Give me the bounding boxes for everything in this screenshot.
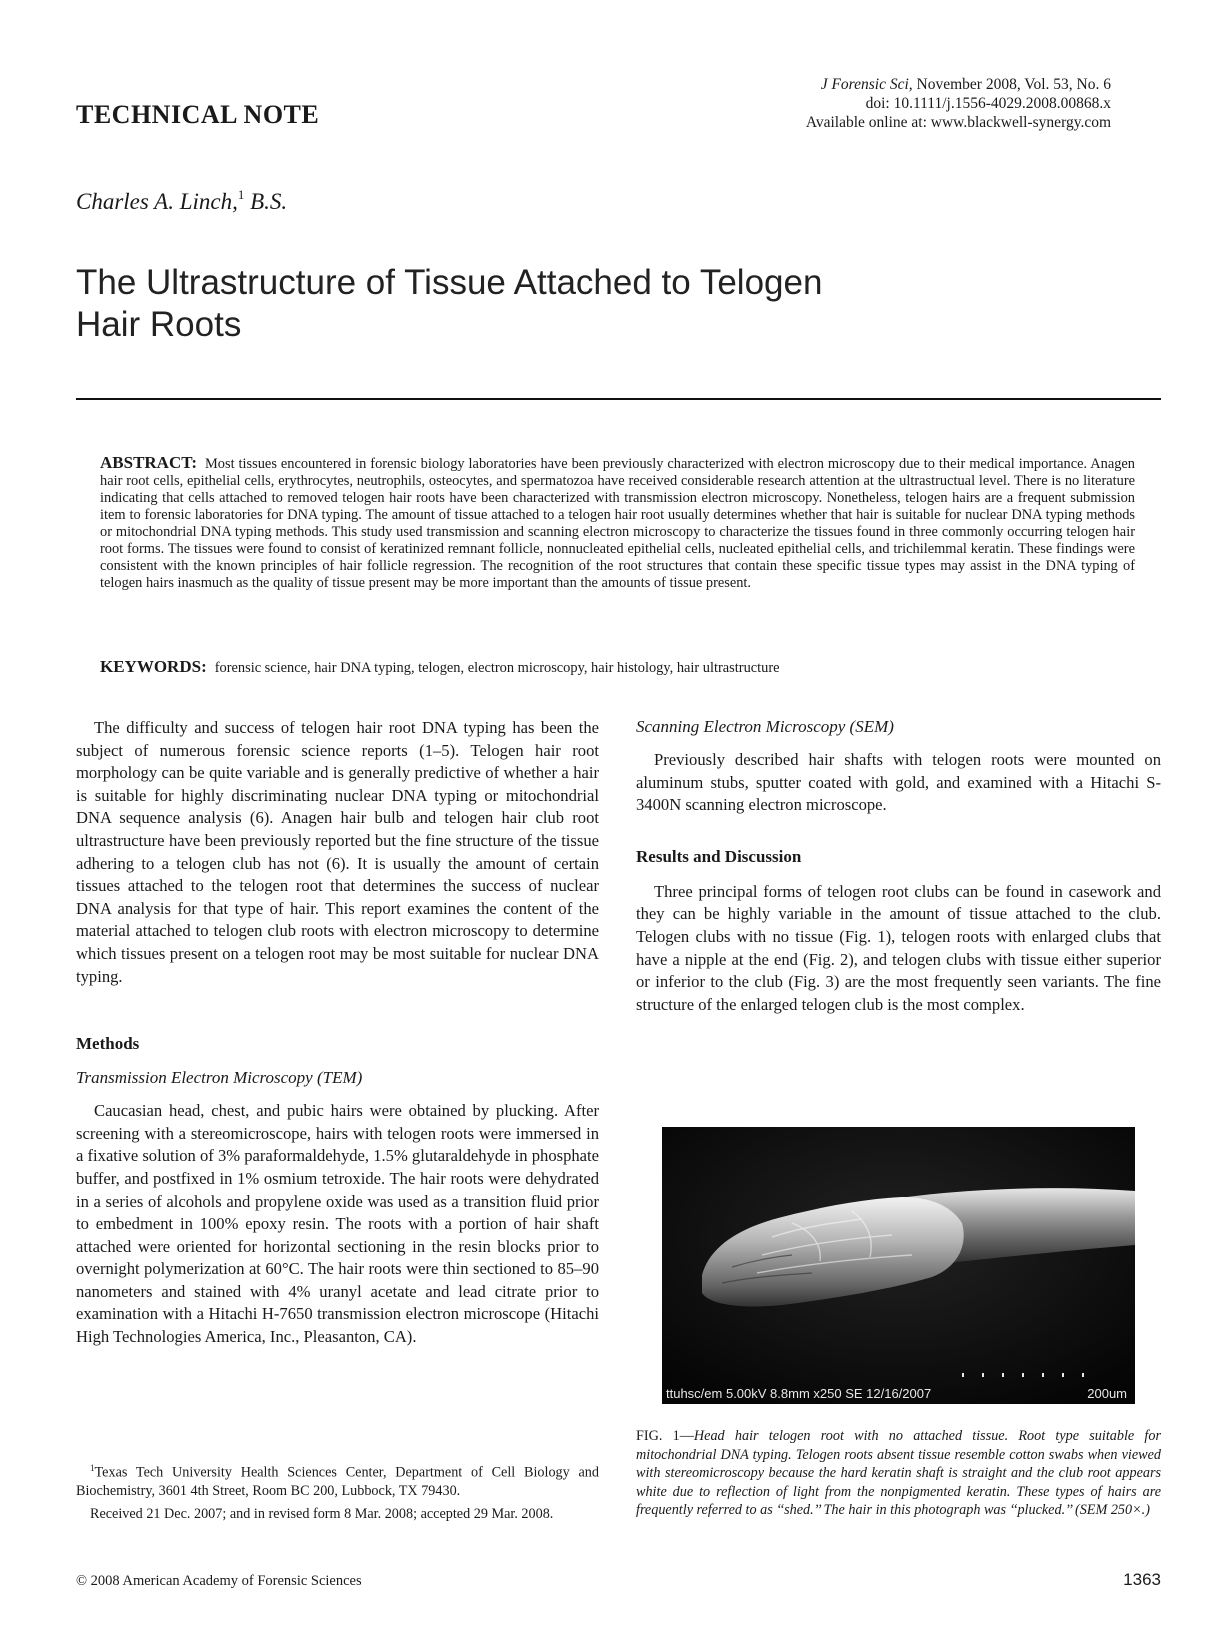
- methods-heading: Methods: [76, 1034, 140, 1054]
- affiliation-footnote: [76, 1459, 599, 1501]
- keywords-label: KEYWORDS:: [100, 657, 207, 676]
- received-dates: Received 21 Dec. 2007; and in revised form 8 Mar. 2008; accepted 29 Mar. 2008.: [90, 1505, 554, 1522]
- section-label: TECHNICAL NOTE: [76, 100, 320, 129]
- intro-paragraph: The difficulty and success of telogen hair root DNA typing has been the subject of numerous forensic science reports (1–5). Telogen hair root morphology can be quite variable and is generally predictive of whether a hair is suitable for highly discriminating nuclear DNA typing or mitochondrial DNA sequence analysis (6). Anagen hair bulb and telogen hair club root ultrastructure have been previously reported but the fine structure of the tissue adhering to a telogen club has not (6). It is usually the amount of certain tissues attached to the telogen root that determines the success of nuclear DNA analysis for that type of hair. This report examines the content of the material attached to telogen club roots with electron microscopy to determine which tissues present on a telogen root may be most suitable for nuclear DNA typing.: [76, 718, 599, 986]
- abstract-text: Most tissues encountered in forensic biology laboratories have been previously characterized with electron microscopy due to their medical importance. Anagen hair root cells, epithelial cells, erythrocytes, neutrophils, osteocytes, and spermatozoa have received considerable research attention at the ultrastructual level. There is no literature indicating that cells attached to removed telogen hair roots have been characterized with transmission electron microscopy. Nonetheless, telogen hairs are a frequent submission item to forensic laboratories for DNA typing. The amount of tissue attached to a telogen hair root usually determines whether that hair is suitable for nuclear DNA typing methods or mitochondrial DNA typing methods. This study used transmission and scanning electron microscopy to characterize the tissues found in three commonly occurring telogen hair root forms. The tissues were found to consist of keratinized remnant follicle, nonnucleated epithelial cells, nucleated epithelial cells, and trichilemmal keratin. These findings were consistent with the known principles of hair follicle regression. The recognition of the root structures that contain these specific tissue types may assist in the DNA typing of telogen hairs inasmuch as the quality of tissue present may be more important than the amounts of tissue present.: [100, 456, 1135, 591]
- caption-text: Head hair telogen root with no attached tissue. Root type suitable for mitochondrial DNA typing. Telogen roots absent tissue resemble cotton swabs when viewed with stereomicroscopy because the hard keratin shaft is straight and the club root appears white due to reflection of light from the nonpigmented keratin. These types of hairs are frequently referred to as ‘‘shed.’’ The hair in this photograph was ‘‘plucked.’’ (SEM 250×.): [636, 1428, 1161, 1519]
- left-column: [76, 717, 599, 1349]
- figure-1-caption: [636, 1427, 1161, 1520]
- results-heading: Results and Discussion: [636, 846, 802, 866]
- abstract: [100, 454, 1135, 592]
- author-affil-mark: 1: [237, 187, 245, 202]
- figure-1-micrograph: [662, 1127, 1135, 1404]
- online-availability: Available online at: www.blackwell-synergy.com: [805, 114, 1111, 131]
- author-line: [76, 187, 287, 215]
- tem-heading: Transmission Electron Microscopy (TEM): [76, 1068, 363, 1088]
- article-title: The Ultrastructure of Tissue Attached to Telogen Hair Roots: [76, 263, 823, 344]
- hair-root-image: [662, 1127, 1135, 1404]
- micrograph-info-bar: [662, 1382, 1135, 1404]
- keywords-text: forensic science, hair DNA typing, telogen, electron microscopy, hair histology, hair ultrastructure: [214, 660, 780, 676]
- sem-paragraph: Previously described hair shafts with telogen roots were mounted on aluminum stubs, sputter coated with gold, and examined with a Hitachi S-3400N scanning electron microscope.: [636, 750, 1161, 815]
- abstract-label: ABSTRACT:: [100, 453, 197, 472]
- results-paragraph: Three principal forms of telogen root clubs can be found in casework and they can be highly variable in the amount of tissue attached to the club. Telogen clubs with no tissue (Fig. 1), telogen roots with enlarged clubs that have a nipple at the end (Fig. 2), and telogen clubs with tissue either superior or inferior to the club (Fig. 3) are the most frequently seen variants. The fine structure of the enlarged telogen club is the most complex.: [636, 881, 1161, 1014]
- affiliation-text: Texas Tech University Health Sciences Center, Department of Cell Biology and Biochemistry, 3601 4th Street, Room BC 200, Lubbock, TX 79430.: [76, 1464, 599, 1500]
- page-number: 1363: [1123, 1570, 1161, 1589]
- sem-heading: Scanning Electron Microscopy (SEM): [636, 717, 894, 736]
- journal-citation: [806, 75, 1111, 132]
- micrograph-settings: ttuhsc/em 5.00kV 8.8mm x250 SE 12/16/2007: [666, 1386, 932, 1401]
- title-divider: [76, 398, 1161, 400]
- author-degree: B.S.: [244, 189, 288, 214]
- scale-bar-label: 200um: [1087, 1386, 1127, 1401]
- copyright: © 2008 American Academy of Forensic Sciences: [76, 1573, 362, 1589]
- doi: doi: 10.1111/j.1556-4029.2008.00868.x: [865, 95, 1111, 112]
- keywords: [100, 658, 1135, 677]
- footnote-mark: 1: [90, 1463, 95, 1473]
- caption-label: FIG. 1—: [636, 1428, 694, 1444]
- journal-name: J Forensic Sci,: [820, 76, 913, 93]
- journal-issue: November 2008, Vol. 53, No. 6: [912, 76, 1111, 93]
- author-name: Charles A. Linch,: [76, 189, 238, 214]
- footnotes: [76, 1459, 599, 1528]
- journal-line: [806, 75, 1111, 94]
- tem-paragraph: Caucasian head, chest, and pubic hairs were obtained by plucking. After screening with a stereomicroscope, hairs with telogen roots were immersed in a fixative solution of 3% paraformaldehyde, 1.5% glutaraldehyde in phosphate buffer, and postfixed in 1% osmium tetroxide. The hair roots were dehydrated in a series of alcohols and propylene oxide was used as a transition fluid prior to embedment in 100% epoxy resin. The roots with a portion of hair shaft attached were oriented for horizontal sectioning in the resin blocks prior to overnight polymerization at 60°C. The hair roots were thin sectioned to 85–90 nanometers and stained with 4% uranyl acetate and lead citrate prior to examination with a Hitachi H-7650 transmission electron microscope (Hitachi High Technologies America, Inc., Pleasanton, CA).: [76, 1101, 600, 1347]
- right-column: [636, 717, 1161, 1016]
